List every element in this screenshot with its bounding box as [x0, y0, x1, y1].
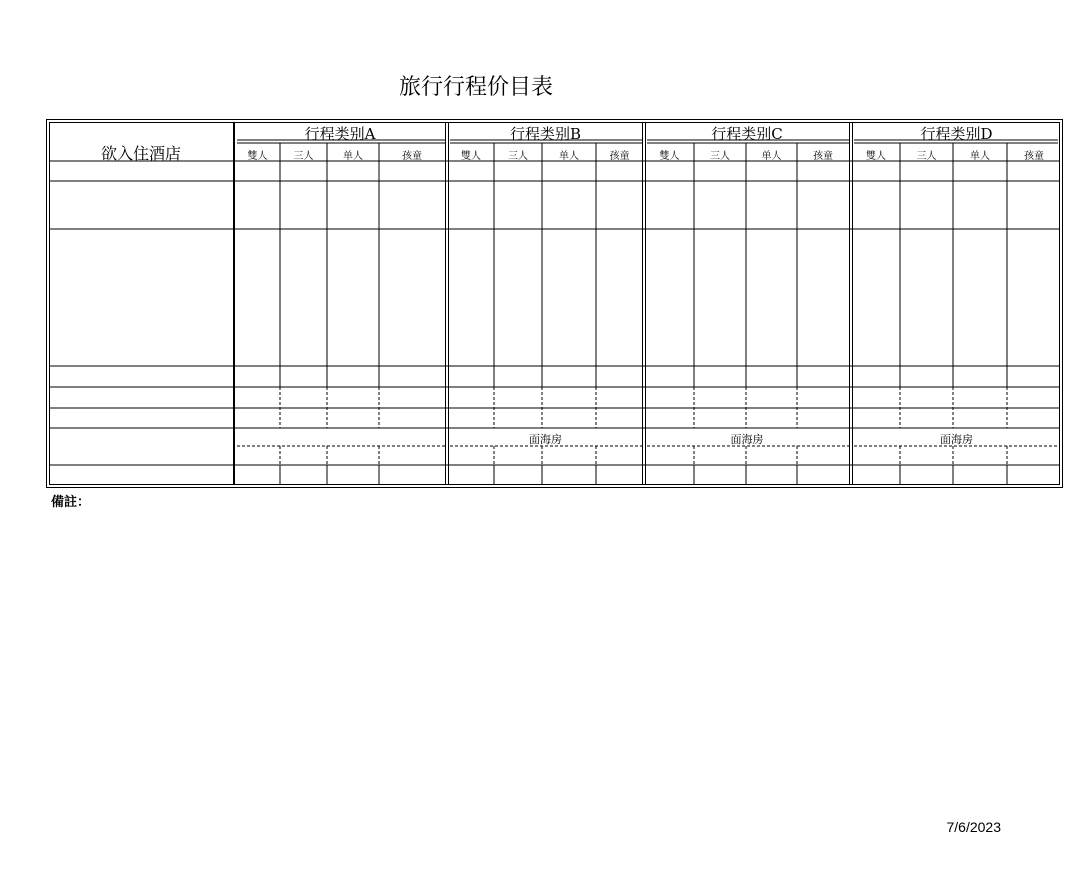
col-header: 三人 — [710, 151, 730, 162]
remark-label: 備註： — [51, 495, 91, 510]
col-header: 三人 — [293, 151, 314, 162]
price-table — [46, 119, 1063, 488]
col-header: 雙人 — [866, 151, 886, 162]
group-header-c: 行程类别C — [711, 125, 783, 143]
col-header: 雙人 — [461, 151, 481, 162]
col-header: 单人 — [343, 151, 363, 162]
sea-view-label: 面海房 — [940, 433, 973, 446]
hotel-header: 欲入住酒店 — [100, 144, 181, 163]
print-date: 7/6/2023 — [946, 819, 1001, 835]
col-header: 三人 — [916, 151, 937, 162]
col-header: 孩童 — [609, 151, 630, 162]
group-header-d: 行程类别D — [920, 125, 993, 143]
col-header: 孩童 — [402, 151, 422, 162]
col-header: 孩童 — [813, 151, 833, 162]
col-header: 雙人 — [247, 151, 268, 162]
col-header: 雙人 — [659, 151, 680, 162]
col-header: 单人 — [559, 151, 579, 162]
col-header: 三人 — [508, 151, 528, 162]
col-header: 孩童 — [1024, 151, 1044, 162]
page-title: 旅行行程价目表 — [398, 75, 553, 100]
col-header: 单人 — [761, 151, 782, 162]
col-header: 单人 — [970, 151, 990, 162]
group-header-a: 行程类别A — [304, 125, 376, 143]
sea-view-label: 面海房 — [730, 433, 764, 446]
sea-view-label: 面海房 — [529, 433, 562, 446]
group-header-b: 行程类别B — [509, 125, 582, 143]
